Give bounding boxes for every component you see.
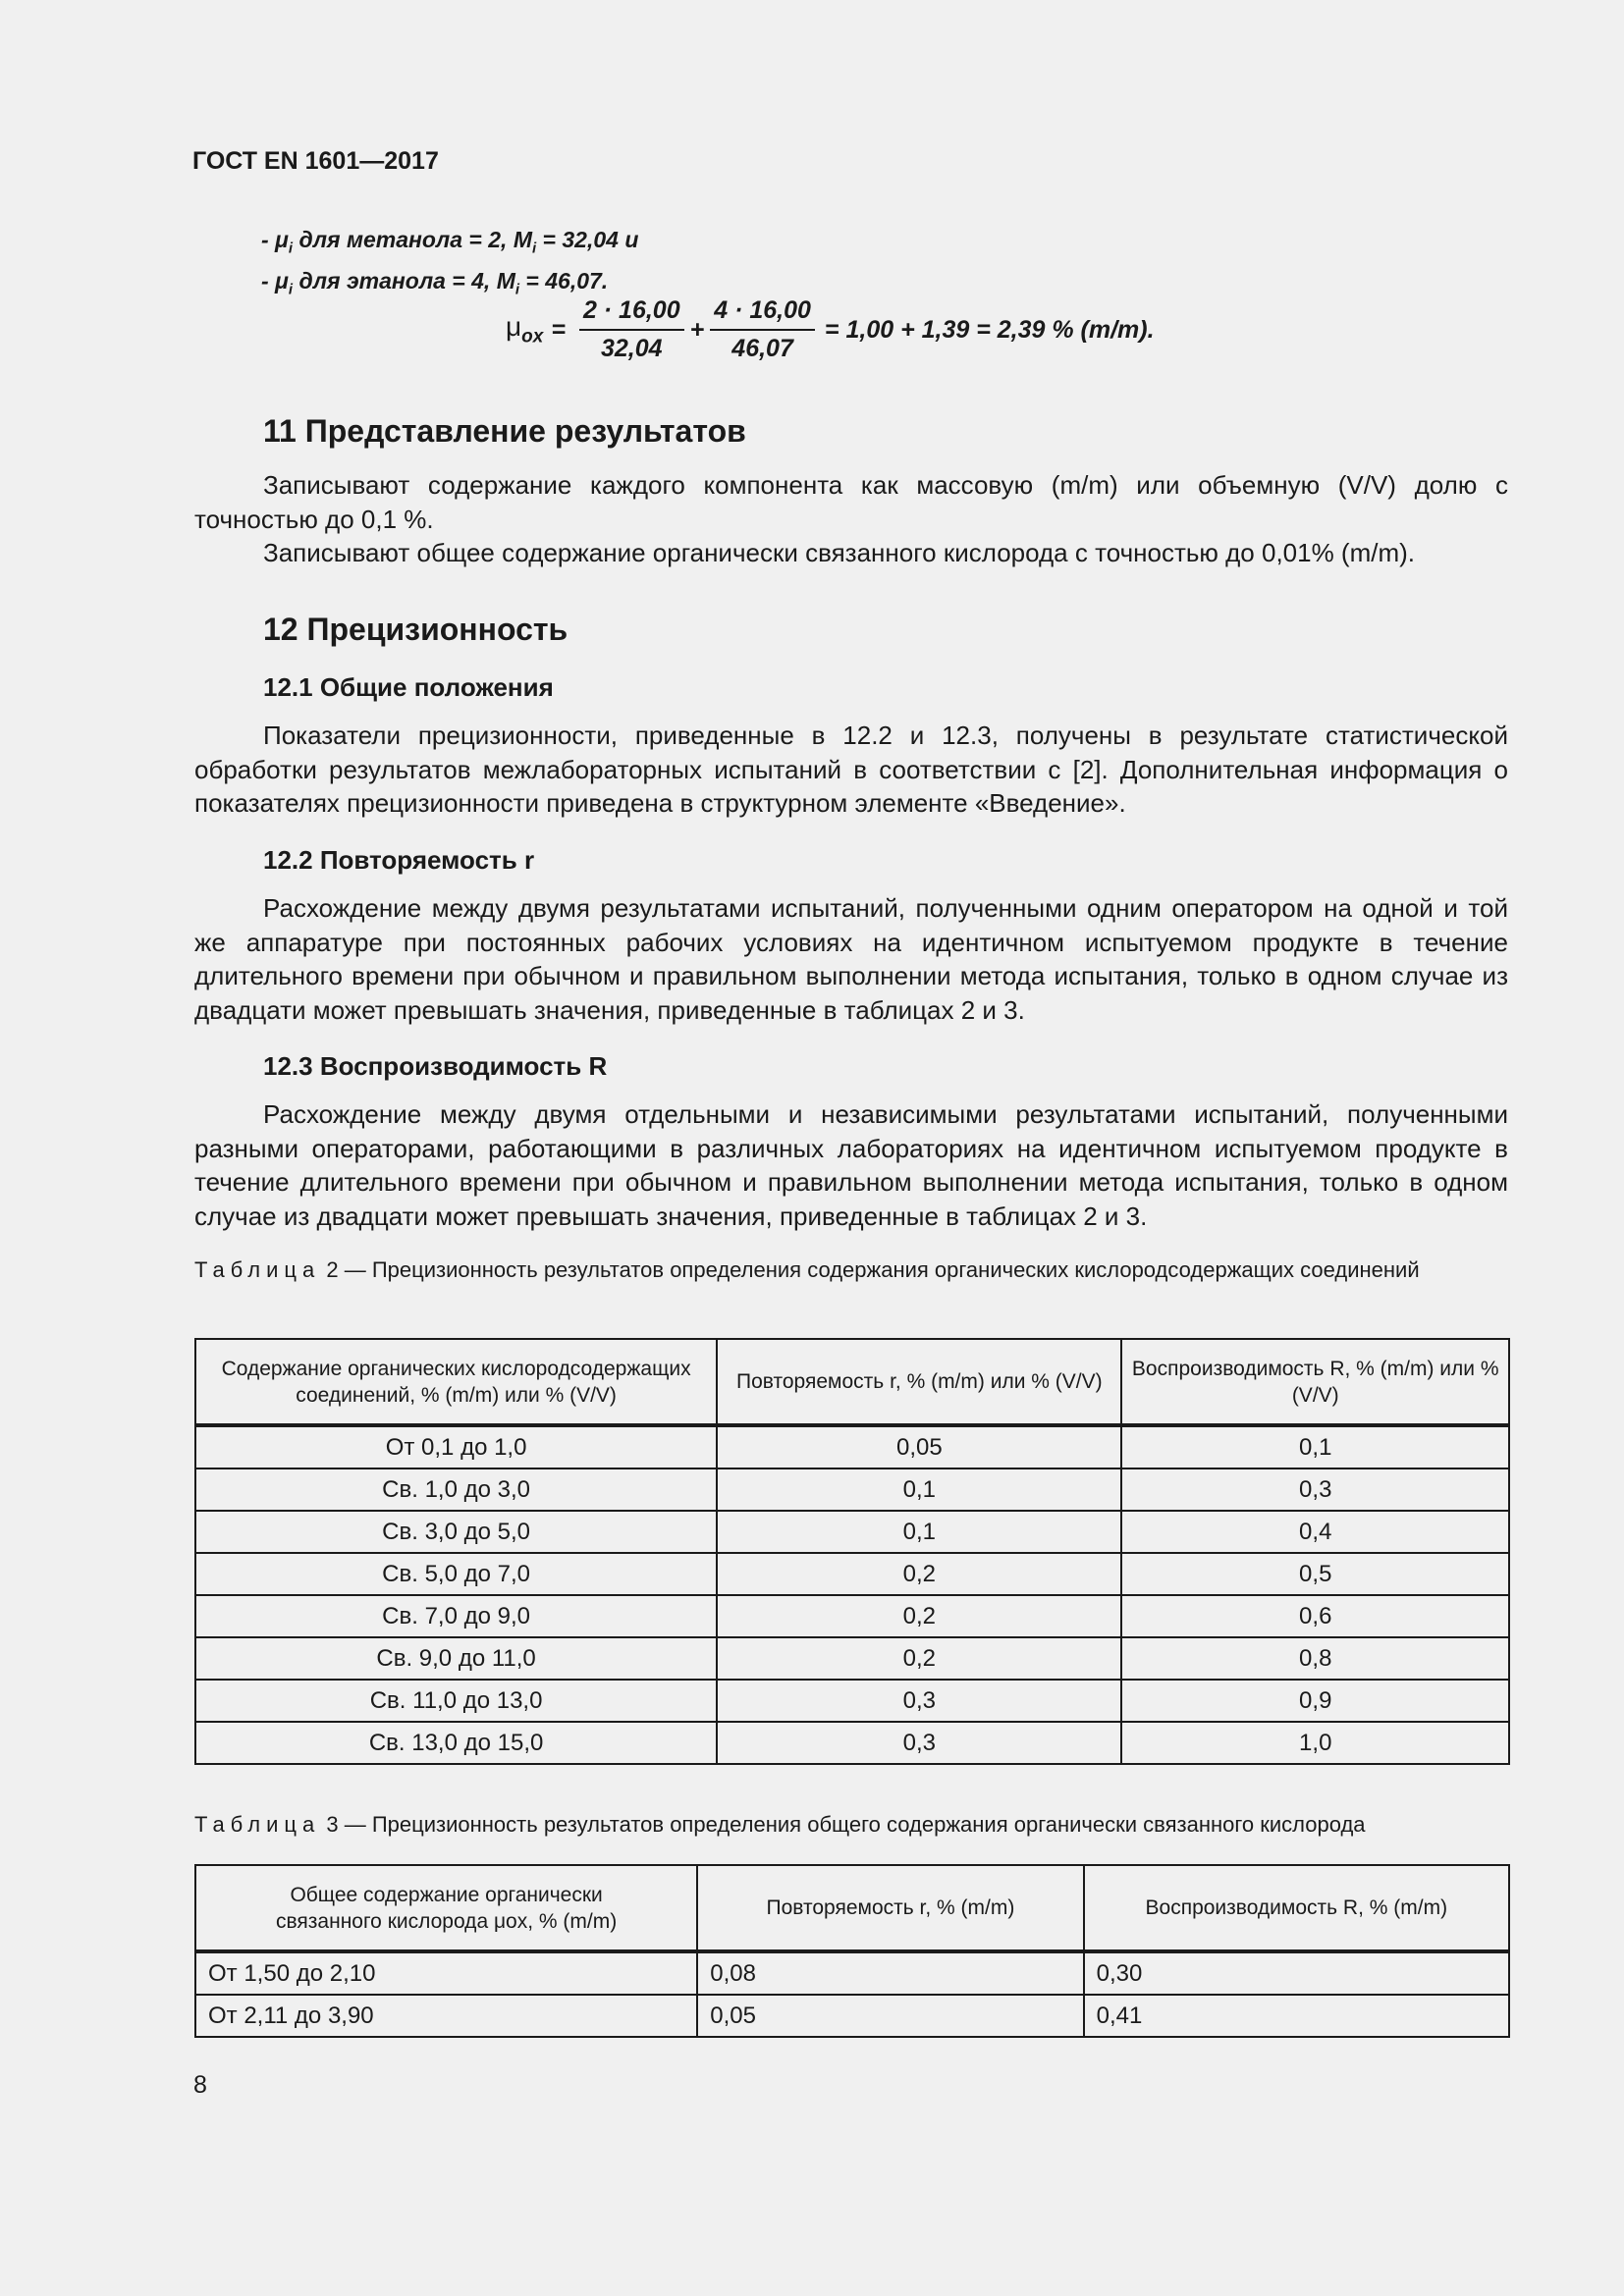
section-11-paragraph-2: Записывают общее содержание органически связанного кислорода с точностью до 0,01% (m/m). <box>263 538 1416 567</box>
table-3 <box>194 1864 1510 2038</box>
table-row <box>195 1425 1509 1468</box>
table-cell: 0,05 <box>717 1425 1121 1468</box>
section-11-paragraph-1: Записывают содержание каждого компонента как массовую (m/m) или объемную (V/V) долю с точностью до 0,1 %. <box>194 470 1508 534</box>
table-cell: От 0,1 до 1,0 <box>195 1425 717 1468</box>
table-cell: 0,05 <box>697 1995 1083 2037</box>
table-cell: Св. 9,0 до 11,0 <box>195 1637 717 1680</box>
section-12-3-heading: 12.3 Воспроизводимость R <box>263 1051 608 1081</box>
table-cell: 0,2 <box>717 1637 1121 1680</box>
table-2-caption: Таблица 2 — Прецизионность результатов определения содержания органических кислородсодержащих соединений <box>194 1257 1420 1282</box>
table-cell: 0,3 <box>1121 1468 1509 1511</box>
table-row <box>195 1995 1509 2037</box>
table-row <box>195 1951 1509 1995</box>
variable-definitions <box>261 224 638 305</box>
table-cell: 0,5 <box>1121 1553 1509 1595</box>
table-cell: 0,3 <box>717 1680 1121 1722</box>
table-row <box>195 1595 1509 1637</box>
table-cell: Св. 1,0 до 3,0 <box>195 1468 717 1511</box>
table-cell: 0,8 <box>1121 1637 1509 1680</box>
table-row <box>195 1637 1509 1680</box>
table-cell: Св. 13,0 до 15,0 <box>195 1722 717 1764</box>
table-row <box>195 1680 1509 1722</box>
formula-result: = 1,00 + 1,39 = 2,39 % (m/m). <box>824 315 1155 344</box>
table-cell: Св. 7,0 до 9,0 <box>195 1595 717 1637</box>
table-cell: 0,08 <box>697 1951 1083 1995</box>
table-2-header-content: Содержание органических кислородсодержащих соединений, % (m/m) или % (V/V) <box>195 1339 717 1425</box>
table-cell: 0,41 <box>1084 1995 1509 2037</box>
section-11-heading: 11 Представление результатов <box>263 413 746 449</box>
formula-fraction-1: $\frac{2 \cdot 16,00}{32,04}$ <box>579 296 684 363</box>
standard-code: ГОСТ EN 1601—2017 <box>192 147 439 175</box>
section-12-1-heading: 12.1 Общие положения <box>263 672 554 702</box>
table-cell: От 1,50 до 2,10 <box>195 1951 697 1995</box>
table-cell: 0,1 <box>1121 1425 1509 1468</box>
variable-methanol: - $\mu_i$ для метанола = 2, $M_i = 32,04$ и <box>261 227 639 257</box>
table-2 <box>194 1338 1510 1765</box>
table-3-header-content: Общее содержание органически связанного кислорода μox, % (m/m) <box>195 1865 697 1951</box>
formula-symbol: $\mu_{ox}$ <box>506 311 544 347</box>
table-cell: 0,9 <box>1121 1680 1509 1722</box>
table-cell: Св. 3,0 до 5,0 <box>195 1511 717 1553</box>
section-12-2-text: Расхождение между двумя результатами испытаний, полученными одним оператором на одной и той же аппаратуре при постоянных рабочих условиях на идентичном испытуемом продукте в течение длительного времени при обычном и правильном выполнении метода испытания, только в одном случае из двадцати может превышать значения, приведенные в таблицах 2 и 3. <box>194 893 1508 1025</box>
table-row <box>195 1722 1509 1764</box>
section-12-heading: 12 Прецизионность <box>263 612 568 647</box>
table-cell: 0,4 <box>1121 1511 1509 1553</box>
table-2-header-reproducibility: Воспроизводимость R, % (m/m) или % (V/V) <box>1121 1339 1509 1425</box>
table-cell: 0,1 <box>717 1511 1121 1553</box>
table-cell: 1,0 <box>1121 1722 1509 1764</box>
section-12-3-text: Расхождение между двумя отдельными и независимыми результатами испытаний, полученными разными операторами, работающими в различных лабораториях на идентичном испытуемом продукте в течение длительного времени при обычном и правильном выполнении метода испытания, только в одном случае из двадцати может превышать значения, приведенные в таблицах 2 и 3. <box>194 1099 1508 1231</box>
section-12-2-heading: 12.2 Повторяемость r <box>263 845 535 875</box>
table-cell: 0,2 <box>717 1595 1121 1637</box>
oxygen-formula: $\mu_{ox}$ = $\frac{2 \cdot 16,00}{32,04}$ + $\frac{4 \cdot 16,00}{46,07}$ = 1,00 + 1,39 = 2,39 % (m/m). <box>506 296 1155 362</box>
table-cell: Св. 11,0 до 13,0 <box>195 1680 717 1722</box>
variable-ethanol: - $\mu_i$ для этанола = 4, $M_i = 46,07$. <box>261 267 609 298</box>
table-cell: 0,1 <box>717 1468 1121 1511</box>
page-number: 8 <box>193 2071 207 2099</box>
table-cell: 0,2 <box>717 1553 1121 1595</box>
table-3-caption: Таблица 3 — Прецизионность результатов определения общего содержания органически связанного кислорода <box>194 1812 1366 1837</box>
section-12-1-text: Показатели прецизионности, приведенные в 12.2 и 12.3, получены в результате статистической обработки результатов межлабораторных испытаний в соответствии с [2]. Дополнительная информация о показателях прецизионности приведена в структурном элементе «Введение». <box>194 721 1508 818</box>
table-3-header-reproducibility: Воспроизводимость R, % (m/m) <box>1084 1865 1509 1951</box>
table-cell: 0,3 <box>717 1722 1121 1764</box>
table-row <box>195 1553 1509 1595</box>
table-cell: 0,6 <box>1121 1595 1509 1637</box>
table-cell: 0,30 <box>1084 1951 1509 1995</box>
table-cell: От 2,11 до 3,90 <box>195 1995 697 2037</box>
table-2-header-repeatability: Повторяемость r, % (m/m) или % (V/V) <box>717 1339 1121 1425</box>
table-row <box>195 1511 1509 1553</box>
formula-fraction-2: $\frac{4 \cdot 16,00}{46,07}$ <box>710 296 815 363</box>
table-3-header-repeatability: Повторяемость r, % (m/m) <box>697 1865 1083 1951</box>
table-row <box>195 1468 1509 1511</box>
table-cell: Св. 5,0 до 7,0 <box>195 1553 717 1595</box>
